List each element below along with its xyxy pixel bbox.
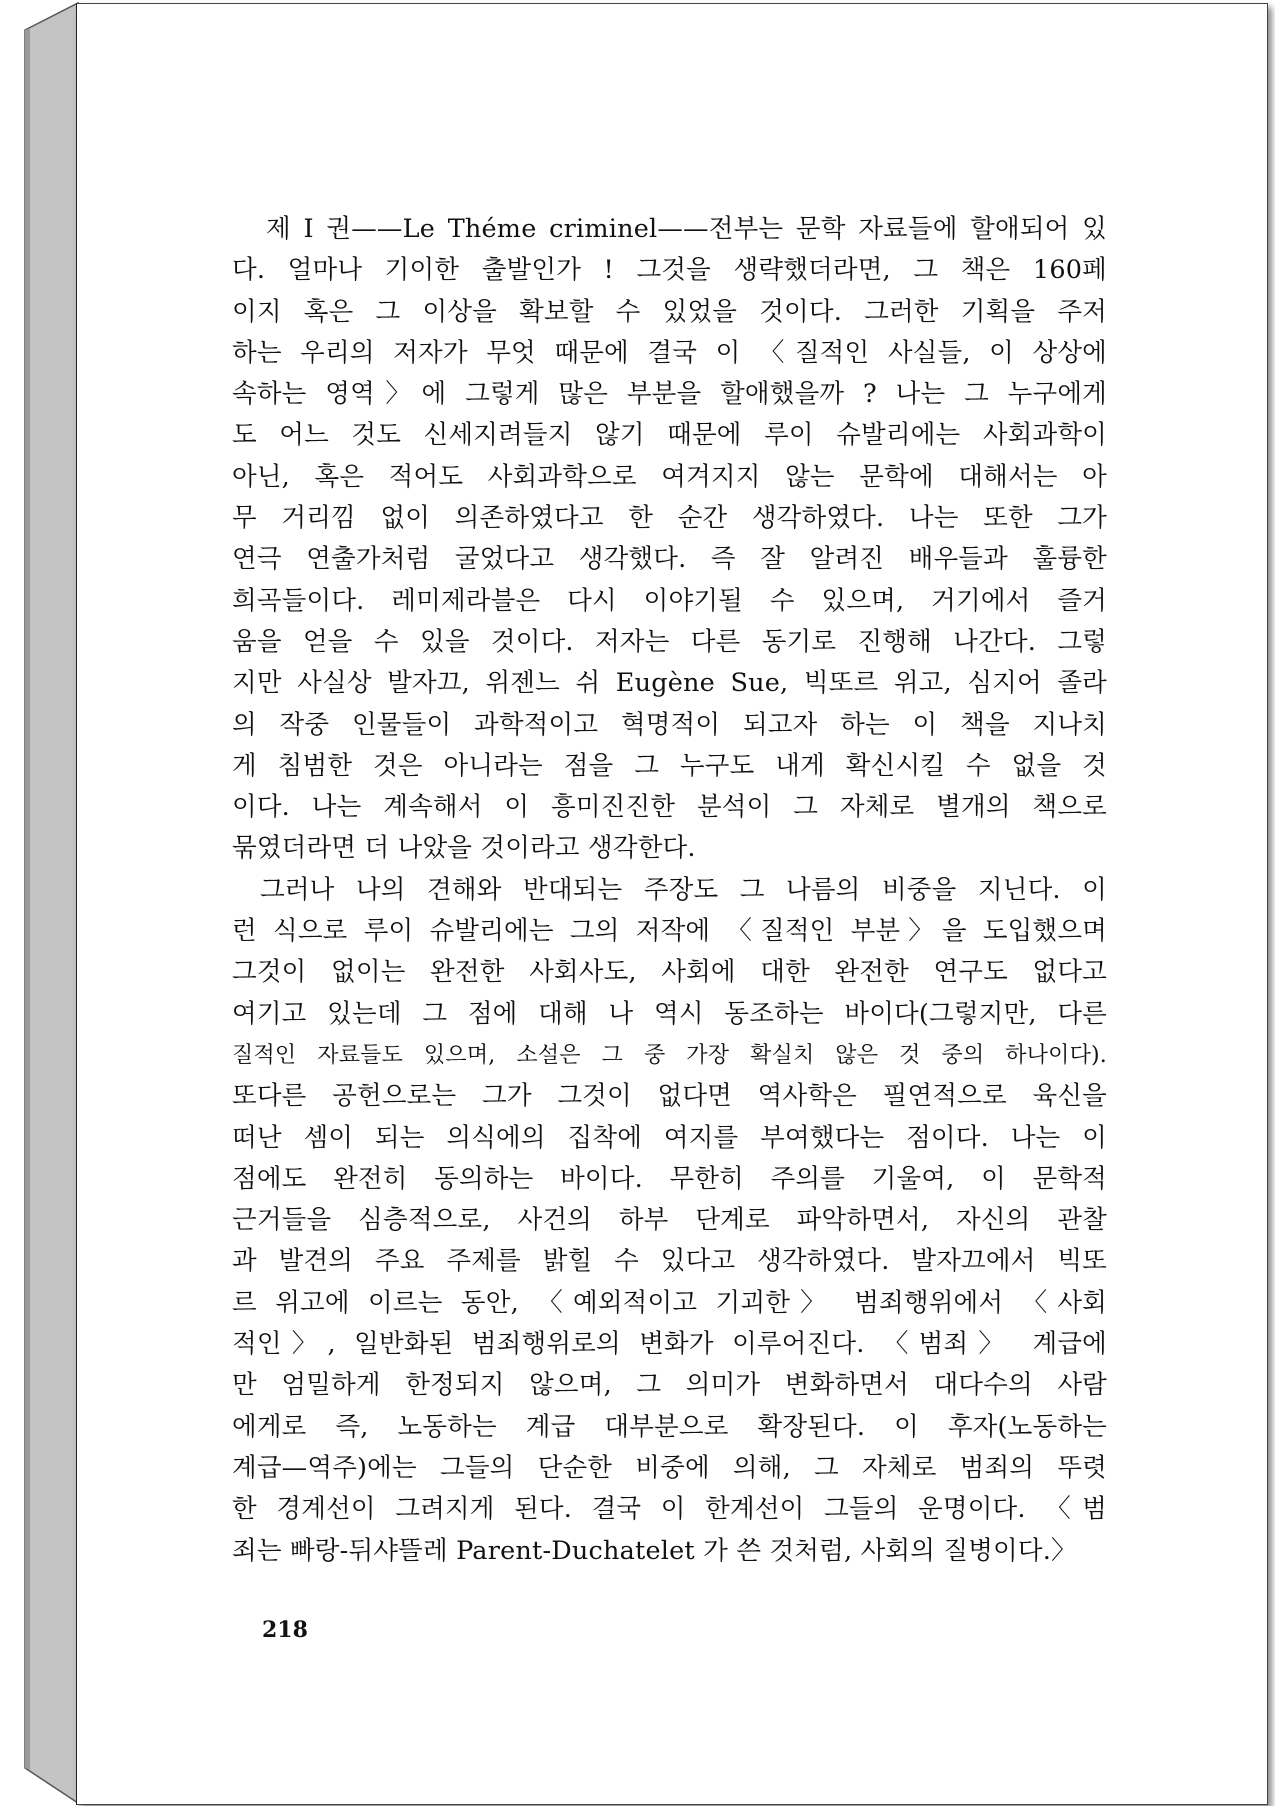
text-line: 도 어느 것도 신세지려들지 않기 때문에 루이 슈발리에는 사회과학이 bbox=[232, 420, 1107, 451]
text-line: 죄는 빠랑-뒤샤뜰레 Parent-Duchatelet 가 쓴 것처럼, 사회의 질병이다.〉 bbox=[232, 1535, 1077, 1566]
text-line: 움을 얻을 수 있을 것이다. 저자는 다른 동기로 진행해 나간다. 그렇 bbox=[232, 626, 1107, 657]
text-line: 희곡들이다. 레미제라블은 다시 이야기될 수 있으며, 거기에서 즐거 bbox=[232, 585, 1107, 616]
text-line: 그러나 나의 견해와 반대되는 주장도 그 나름의 비중을 지닌다. 이 bbox=[260, 874, 1107, 905]
text-line: 아닌, 혹은 적어도 사회과학으로 여겨지지 않는 문학에 대해서는 아 bbox=[232, 461, 1107, 492]
text-line: 무 거리낌 없이 의존하였다고 한 순간 생각하였다. 나는 또한 그가 bbox=[232, 503, 1107, 534]
text-line: 에게로 즉, 노동하는 계급 대부분으로 확장된다. 이 후자(노동하는 bbox=[232, 1411, 1107, 1442]
text-line: 과 발견의 주요 주제를 밝힐 수 있다고 생각하였다. 발자끄에서 빅또 bbox=[232, 1246, 1107, 1277]
text-line: 근거들을 심층적으로, 사건의 하부 단계로 파악하면서, 자신의 관찰 bbox=[232, 1205, 1107, 1236]
text-line: 적인〉, 일반화된 범죄행위로의 변화가 이루어진다. 〈범죄〉 계급에 bbox=[232, 1329, 1107, 1360]
text-line: 점에도 완전히 동의하는 바이다. 무한히 주의를 기울여, 이 문학적 bbox=[232, 1163, 1107, 1194]
text-line: 이지 혹은 그 이상을 확보할 수 있었을 것이다. 그러한 기획을 주저 bbox=[232, 296, 1107, 327]
text-line: 질적인 자료들도 있으며, 소설은 그 중 가장 확실치 않은 것 중의 하나이다). bbox=[232, 1042, 1107, 1068]
text-line: 르 위고에 이르는 동안, 〈예외적이고 기괴한〉 범죄행위에서 〈사회 bbox=[232, 1287, 1107, 1318]
text-line: 계급—역주)에는 그들의 단순한 비중에 의해, 그 자체로 범죄의 뚜렷 bbox=[232, 1452, 1107, 1483]
text-line: 지만 사실상 발자끄, 위젠느 쉬 Eugène Sue, 빅또르 위고, 심지어 졸라 bbox=[232, 668, 1107, 699]
text-line: 떠난 셈이 되는 의식에의 집착에 여지를 부여했다는 점이다. 나는 이 bbox=[232, 1122, 1107, 1153]
paragraph-2 bbox=[232, 870, 1107, 1572]
body-text bbox=[232, 209, 1107, 1572]
text-line: 게 침범한 것은 아니라는 점을 그 누구도 내게 확신시킬 수 없을 것 bbox=[232, 750, 1107, 781]
text-line: 이다. 나는 계속해서 이 흥미진진한 분석이 그 자체로 별개의 책으로 bbox=[232, 792, 1107, 823]
text-line: 다. 얼마나 기이한 출발인가 ! 그것을 생략했더라면, 그 책은 160페 bbox=[232, 255, 1107, 286]
text-line: 묶였더라면 더 나았을 것이라고 생각한다. bbox=[232, 833, 696, 864]
text-line: 연극 연출가처럼 굴었다고 생각했다. 즉 잘 알려진 배우들과 훌륭한 bbox=[232, 544, 1107, 575]
page-number: 218 bbox=[262, 1617, 308, 1643]
text-line: 여기고 있는데 그 점에 대해 나 역시 동조하는 바이다(그렇지만, 다른 bbox=[232, 998, 1107, 1029]
book-spine-graphic bbox=[0, 0, 80, 1806]
text-line: 하는 우리의 저자가 무엇 때문에 결국 이 〈질적인 사실들, 이 상상에 bbox=[232, 337, 1107, 368]
text-line: 속하는 영역〉에 그렇게 많은 부분을 할애했을까 ? 나는 그 누구에게 bbox=[232, 379, 1107, 410]
text-line: 또다른 공헌으로는 그가 그것이 없다면 역사학은 필연적으로 육신을 bbox=[232, 1081, 1107, 1112]
text-line: 만 엄밀하게 한정되지 않으며, 그 의미가 변화하면서 대다수의 사람 bbox=[232, 1370, 1107, 1401]
text-line: 의 작중 인물들이 과학적이고 혁명적이 되고자 하는 이 책을 지나치 bbox=[232, 709, 1107, 740]
text-line: 런 식으로 루이 슈발리에는 그의 저작에 〈질적인 부분〉을 도입했으며 bbox=[232, 916, 1107, 947]
paragraph-1 bbox=[232, 209, 1107, 870]
text-line: 한 경계선이 그려지게 된다. 결국 이 한계선이 그들의 운명이다. 〈범 bbox=[232, 1494, 1107, 1525]
text-line: 그것이 없이는 완전한 사회사도, 사회에 대한 완전한 연구도 없다고 bbox=[232, 957, 1107, 988]
text-line: 제 I 권——Le Théme criminel——전부는 문학 자료들에 할애되어 있 bbox=[266, 214, 1107, 244]
